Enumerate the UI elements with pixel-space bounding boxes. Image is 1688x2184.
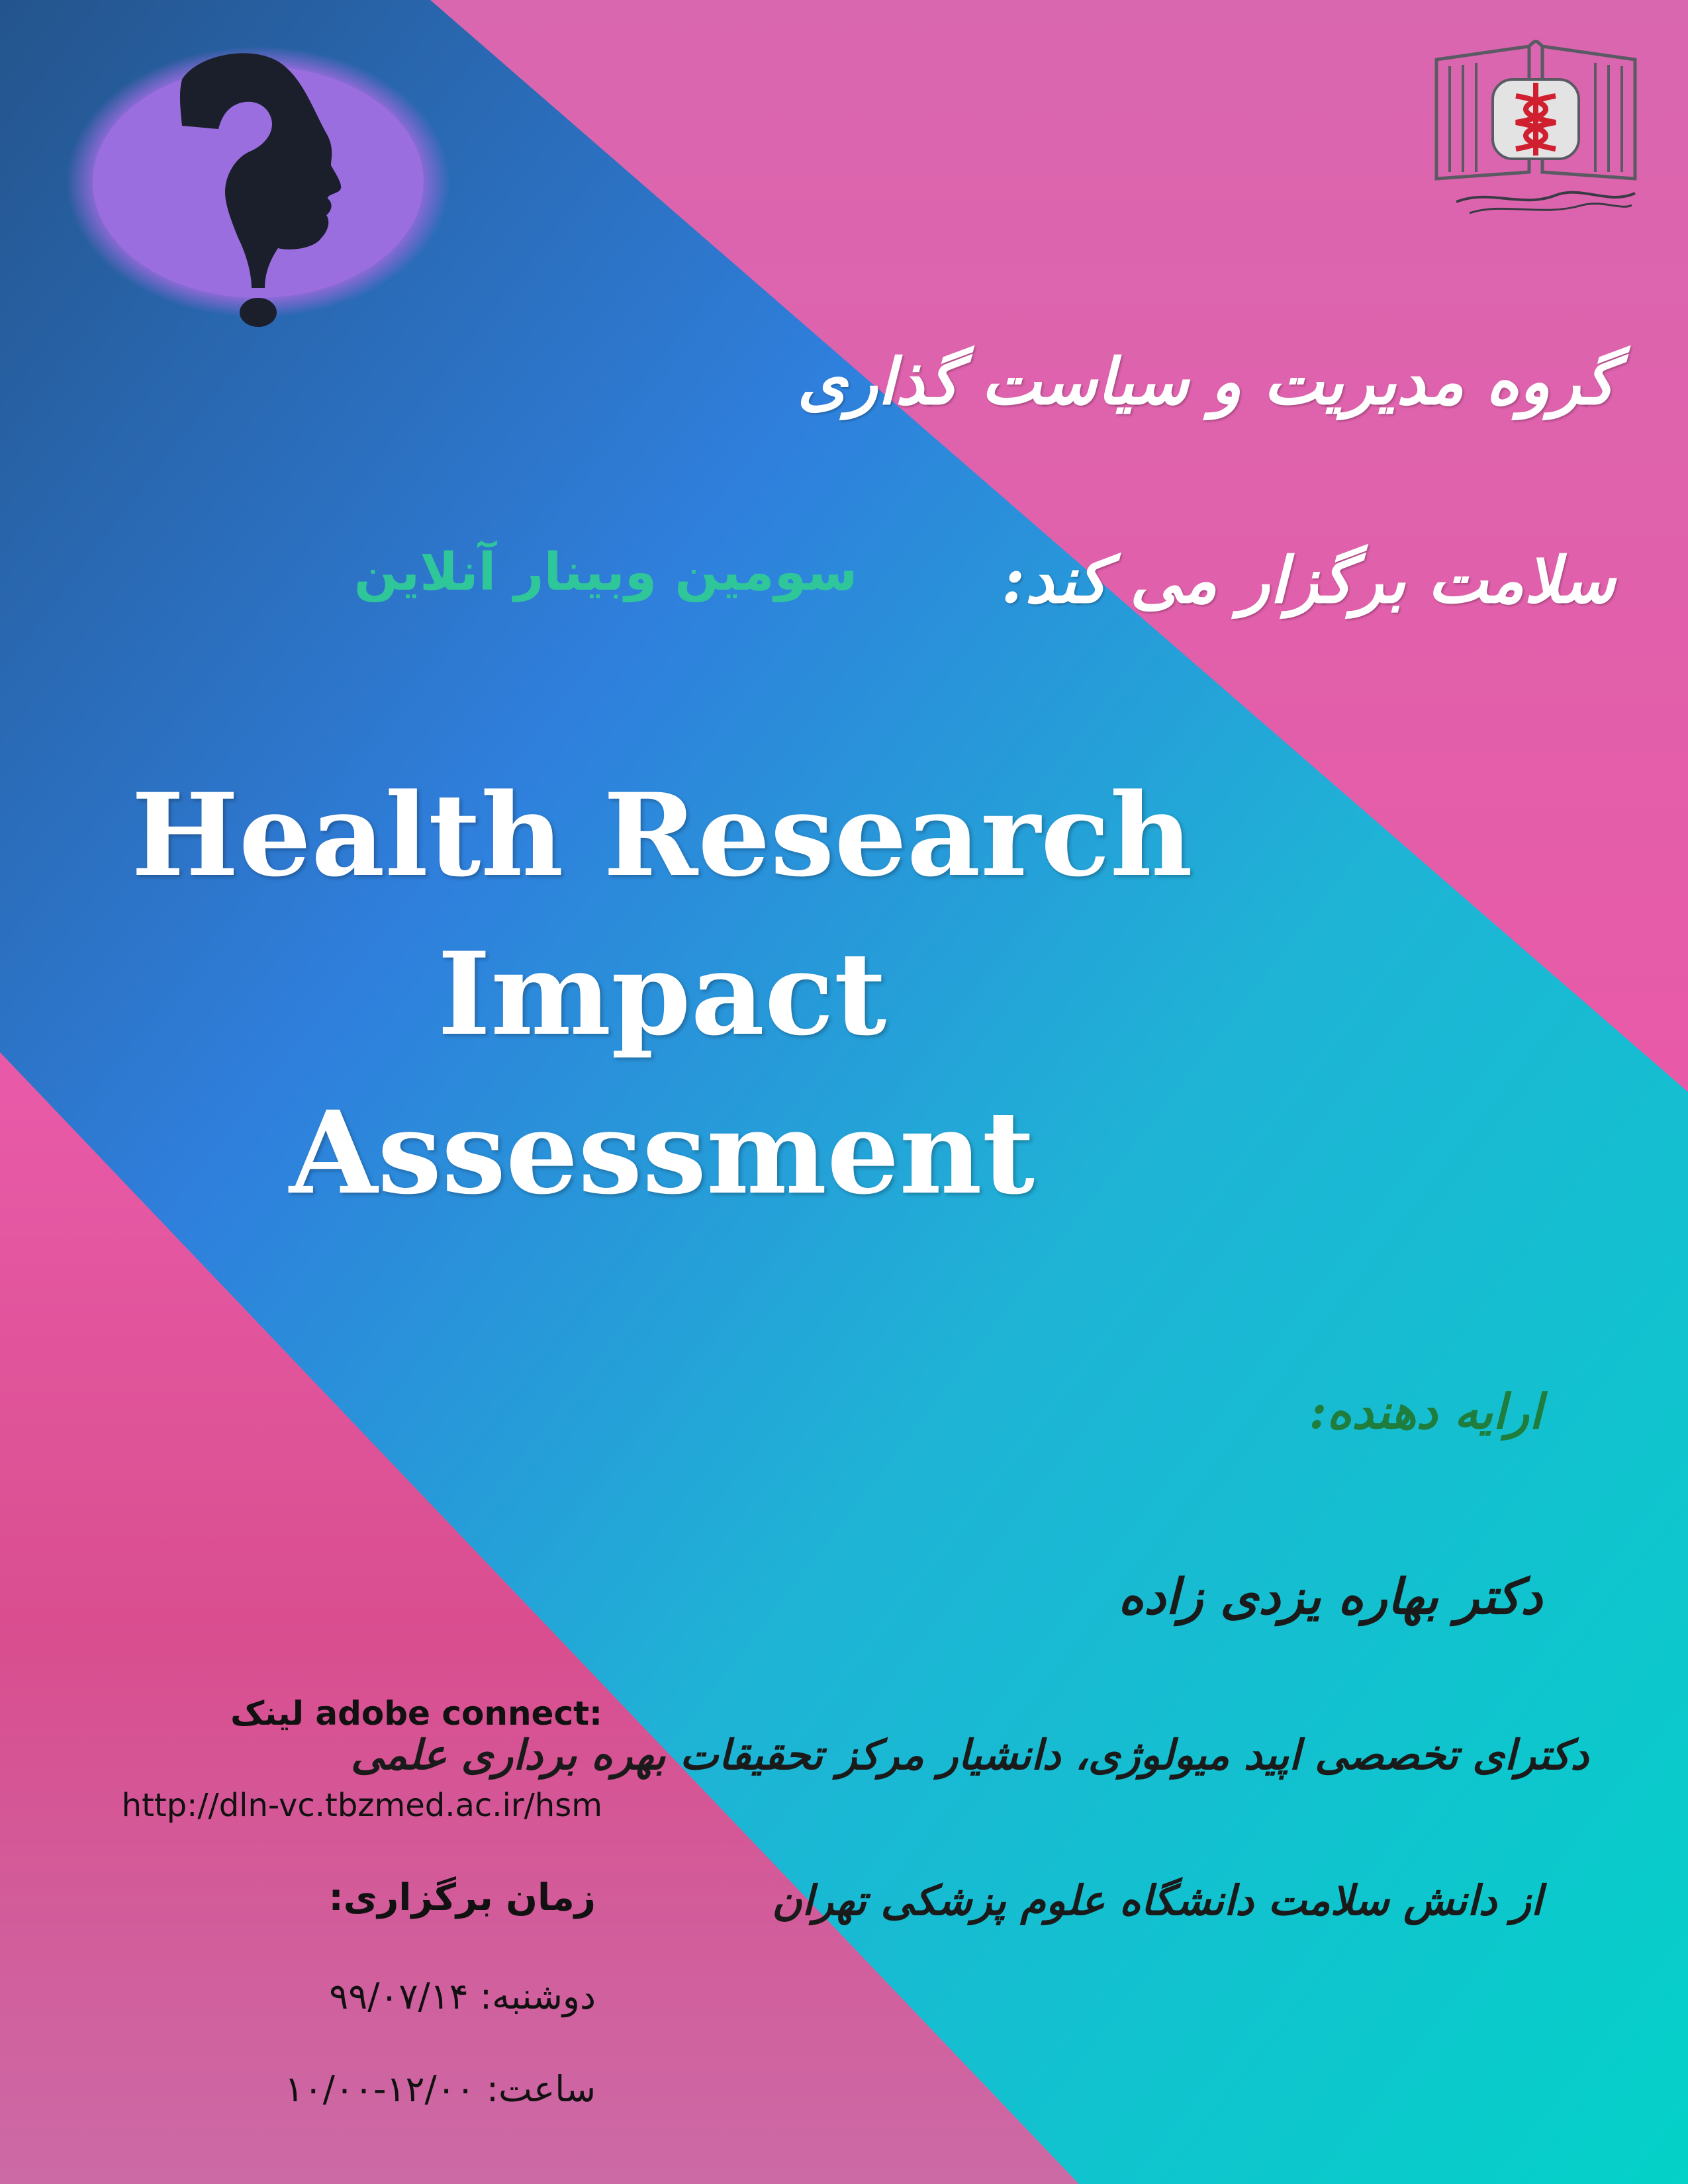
title-line-1: Health Research: [131, 768, 1193, 902]
adobe-connect-link-url[interactable]: http://dln-vc.tbzmed.ac.ir/hsm: [121, 1787, 602, 1824]
presenter-position-line-2: از دانش سلامت دانشگاه علوم پزشکی تهران: [772, 1876, 1542, 1925]
organizer-line-2: سلامت برگزار می کند:: [1002, 543, 1615, 617]
presenter-label: ارایه دهنده:: [1309, 1383, 1542, 1439]
event-time-label: زمان برگزاری:: [328, 1876, 596, 1919]
question-head-icon: [66, 26, 450, 338]
webinar-label: سومین وبینار آنلاین: [353, 543, 858, 602]
event-date: دوشنبه: ۹۹/۰۷/۱۴: [329, 1976, 596, 2017]
university-book-caduceus-logo: [1430, 40, 1642, 218]
presenter-position-line-1: دکترای تخصصی اپید میولوژی، دانشیار مرکز تحقیقات بهره برداری علمی: [350, 1731, 1589, 1779]
adobe-connect-link-label: لینک adobe connect:: [230, 1694, 602, 1733]
organizer-line-1: گروه مدیریت و سیاست گذاری: [797, 344, 1615, 419]
event-hours: ساعت: ۱۲/۰۰-۱۰/۰۰: [284, 2068, 596, 2110]
presenter-name: دکتر بهاره یزدی زاده: [1118, 1569, 1542, 1625]
title-line-2: Impact: [437, 927, 887, 1061]
title-line-3: Assessment: [289, 1085, 1035, 1220]
